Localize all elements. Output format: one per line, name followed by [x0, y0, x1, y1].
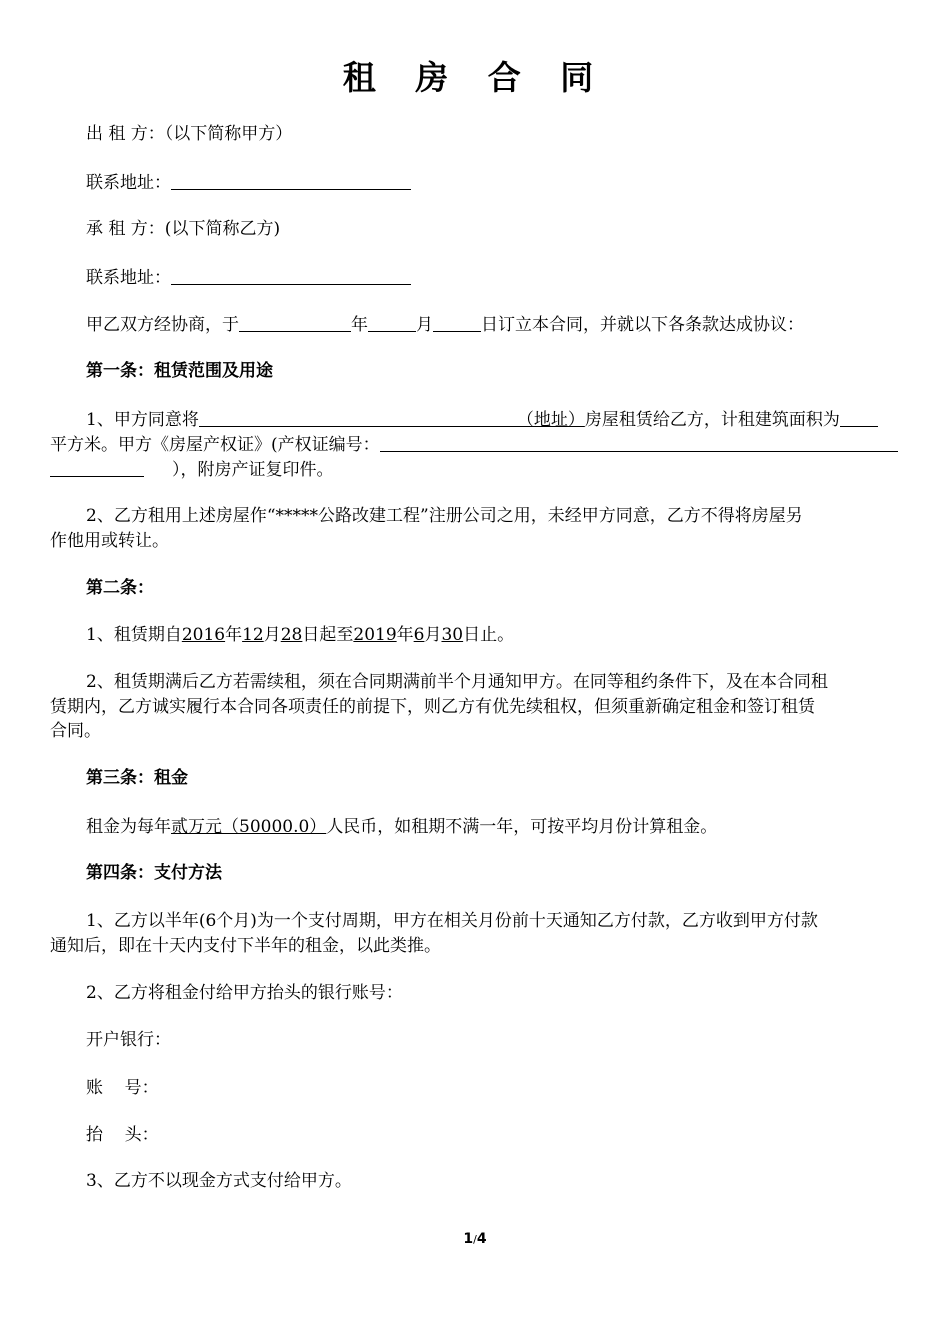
lessor-line: 出 租 方：（以下简称甲方）: [86, 124, 293, 144]
article2-p1-text-g: 日止。: [463, 625, 515, 645]
agreement-text-b: 年: [351, 315, 368, 335]
agreement-text-c: 月: [416, 315, 433, 335]
page-number: [0, 1231, 950, 1247]
lease-start-year: 2016: [181, 625, 226, 645]
article4-heading: 第四条：支付方法: [86, 863, 222, 883]
article4-p2: 2、乙方将租金付给甲方抬头的银行账号：: [86, 983, 403, 1003]
agreement-month-blank: [368, 313, 416, 332]
current-page: 1: [463, 1231, 474, 1247]
article2-p2-line1: 2、租赁期满后乙方若需续租，须在合同期满前半个月通知甲方。在同等租约条件下，及在本合同租: [86, 672, 828, 692]
agreement-line: [86, 313, 950, 336]
bank-label: 开户银行：: [86, 1030, 171, 1050]
article4-p1-line1: 1、乙方以半年(6个月)为一个支付周期，甲方在相关月份前十天通知乙方付款，乙方收到甲方付款: [86, 911, 818, 931]
article3-p1: [86, 816, 950, 838]
article2-p1-text-e: 年: [396, 625, 414, 645]
article1-p1-line2: [50, 433, 950, 456]
article1-p1-text-a: 1、甲方同意将: [86, 410, 199, 430]
article2-p1: [86, 624, 950, 646]
article2-p1-text-c: 月: [263, 625, 281, 645]
lessor-address-label: 联系地址：: [86, 173, 171, 193]
agreement-year-blank: [239, 313, 351, 332]
area-blank: [840, 408, 878, 427]
article3-heading: 第三条：租金: [86, 768, 188, 788]
article2-heading: 第二条：: [86, 578, 154, 598]
total-pages: 4: [476, 1231, 487, 1247]
article4-p3: 3、乙方不以现金方式支付给甲方。: [86, 1171, 352, 1191]
lessee-address-line: [86, 266, 950, 289]
certificate-number-blank: [380, 433, 898, 452]
article1-p1-text-c: 平方米。甲方《房屋产权证》(产权证编号：: [50, 435, 380, 455]
article1-p2-line1: 2、乙方租用上述房屋作“*****公路改建工程”注册公司之用，未经甲方同意，乙方不得将房屋另: [86, 506, 803, 526]
article3-p1-text-a: 租金为每年: [86, 817, 171, 837]
property-address-label: （地址）: [516, 410, 585, 430]
agreement-day-blank: [433, 313, 481, 332]
article4-p1-line2: 通知后，即在十天内支付下半年的租金，以此类推。: [50, 936, 441, 956]
payee-label: 抬 头：: [86, 1125, 159, 1145]
agreement-text-a: 甲乙双方经协商，于: [86, 315, 239, 335]
lease-end-day: 30: [441, 625, 464, 645]
account-label: 账 号：: [86, 1078, 159, 1098]
lessee-address-label: 联系地址：: [86, 268, 171, 288]
lease-end-year: 2019: [353, 625, 397, 645]
article1-p2-line2: 作他用或转让。: [50, 531, 169, 551]
certificate-number-blank-cont: [50, 458, 144, 477]
article1-p1-text-b: 房屋租赁给乙方，计租建筑面积为: [584, 410, 840, 430]
article2-p1-text-f: 月: [424, 625, 442, 645]
article3-p1-text-b: 人民币，如租期不满一年，可按平均月份计算租金。: [326, 817, 718, 837]
lease-start-day: 28: [280, 625, 303, 645]
page-separator: /: [473, 1233, 477, 1246]
lease-start-month: 12: [242, 625, 264, 645]
article1-heading: 第一条：租赁范围及用途: [86, 361, 273, 381]
lease-end-month: 6: [413, 625, 425, 645]
article1-p1-line1: [86, 408, 950, 431]
article2-p1-text-a: 1、租赁期自: [86, 625, 182, 645]
article1-p1-line3: [50, 458, 950, 481]
lessee-line: 承 租 方：(以下简称乙方): [86, 219, 281, 239]
article2-p1-text-d: 日起至: [302, 625, 354, 645]
property-address-blank: [199, 408, 517, 427]
lessee-address-blank: [171, 266, 411, 285]
article2-p1-text-b: 年: [225, 625, 243, 645]
lessor-address-line: [86, 171, 950, 194]
lessor-address-blank: [171, 171, 411, 190]
contract-title: 租 房 合 同: [342, 58, 608, 97]
article1-p1-text-d: ），附房产证复印件。: [172, 460, 334, 480]
rent-amount: 贰万元（50000.0）: [171, 817, 327, 837]
agreement-text-d: 日订立本合同，并就以下各条款达成协议：: [481, 315, 804, 335]
article2-p2-line2: 赁期内，乙方诚实履行本合同各项责任的前提下，则乙方有优先续租权，但须重新确定租金和签订租赁: [50, 697, 815, 717]
article2-p2-line3: 合同。: [50, 721, 101, 741]
